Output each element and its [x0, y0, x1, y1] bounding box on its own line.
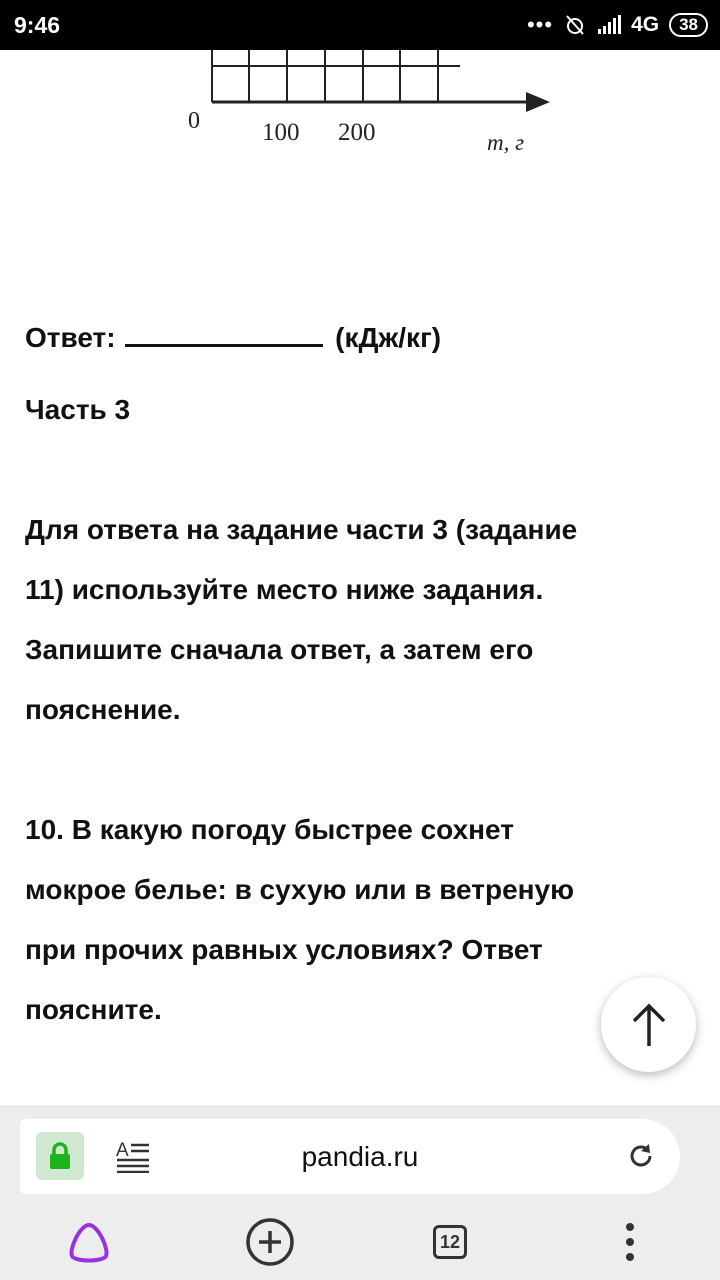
status-time: 9:46	[14, 12, 61, 38]
instructions-line: Для ответа на задание части 3 (задание	[25, 514, 578, 545]
new-tab-button[interactable]	[243, 1215, 297, 1269]
answer-unit: (кДж/кг)	[335, 322, 442, 353]
part-heading: Часть 3	[25, 394, 131, 425]
signal-icon	[597, 15, 621, 35]
question-line: 10. В какую погоду быстрее сохнет	[25, 814, 514, 845]
reload-icon[interactable]	[627, 1142, 655, 1170]
scroll-to-top-button[interactable]	[601, 977, 696, 1072]
address-bar[interactable]	[20, 1119, 680, 1194]
more-notifications-icon: •••	[526, 12, 554, 37]
svg-text:A: A	[116, 1140, 129, 1161]
answer-blank	[125, 324, 323, 347]
instructions-line: пояснение.	[25, 694, 181, 725]
answer-line	[25, 308, 441, 368]
page-content	[0, 50, 720, 1105]
question-paragraph	[25, 800, 574, 1040]
browser-bottom-bar	[0, 1205, 720, 1280]
question-line: мокрое белье: в сухую или в ветреную	[25, 874, 575, 905]
menu-button[interactable]	[603, 1215, 657, 1269]
reader-mode-icon[interactable]	[116, 1139, 150, 1173]
plus-circle-icon	[245, 1217, 295, 1267]
address-bar-area	[0, 1105, 720, 1205]
more-vertical-icon	[624, 1222, 636, 1262]
answer-prefix: Ответ:	[25, 322, 116, 353]
lock-icon	[48, 1142, 72, 1170]
question-line: поясните.	[25, 994, 162, 1025]
status-bar	[0, 0, 720, 50]
graph-figure	[0, 50, 720, 250]
question-line: при прочих равных условиях? Ответ	[25, 934, 543, 965]
tick-label-100: 100	[262, 119, 300, 146]
security-button[interactable]	[36, 1132, 84, 1180]
arrow-up-icon	[629, 1002, 669, 1048]
status-icons	[527, 10, 708, 40]
battery-level: 38	[669, 13, 708, 37]
instructions-line: 11) используйте место ниже задания.	[25, 574, 544, 605]
instructions-line: Запишите сначала ответ, а затем его	[25, 634, 534, 665]
alice-assistant-icon	[66, 1221, 112, 1263]
instructions-paragraph	[25, 500, 577, 740]
network-type: 4G	[631, 13, 660, 36]
alice-button[interactable]	[62, 1215, 116, 1269]
axis-label: m, г	[487, 130, 525, 155]
x-axis-arrow	[526, 92, 550, 112]
tabs-button[interactable]	[423, 1215, 477, 1269]
tabs-count-badge: 12	[433, 1225, 467, 1259]
url-text[interactable]: pandia.ru	[301, 1141, 419, 1172]
tick-label-200: 200	[338, 119, 376, 146]
alarm-off-icon	[563, 13, 587, 37]
origin-label: 0	[188, 108, 200, 134]
